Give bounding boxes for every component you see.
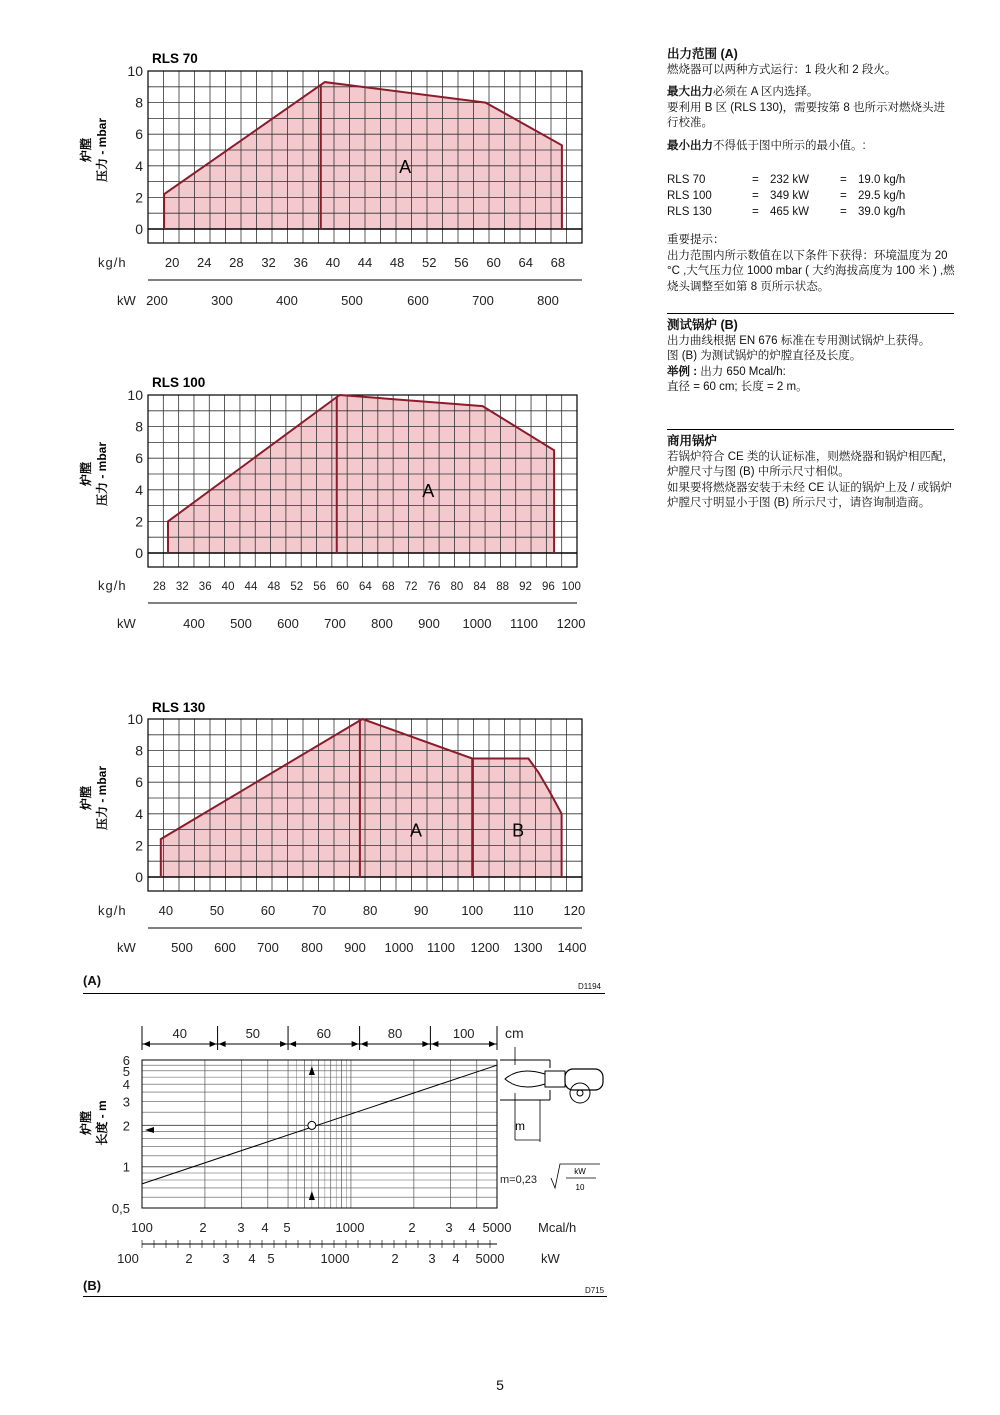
x-tick-label: 48 (267, 581, 281, 593)
zone-b-text: 要利用 B 区 (RLS 130)，需要按第 8 也所示对燃烧头进行校准。 (667, 101, 945, 129)
chart-title: RLS 100 (152, 375, 206, 390)
cm-tick-label: 50 (245, 1026, 261, 1041)
y-tick-label: 6 (135, 450, 143, 467)
kw-tick-label: 900 (418, 616, 440, 631)
y-tick-label: 2 (122, 1118, 130, 1134)
cm-unit: cm (505, 1025, 524, 1041)
x-tick-label: 76 (427, 581, 441, 593)
y-axis-title-line2: 压力 - mbar (95, 441, 109, 507)
arrow-left-icon (289, 1041, 296, 1047)
x-tick-label: 48 (389, 255, 405, 270)
x-tick-label: 36 (198, 581, 212, 593)
table-cell: 29.5 kg/h (858, 190, 906, 202)
kw-tick-label: 5000 (475, 1251, 505, 1266)
important-note (667, 233, 955, 295)
output-range-title: 出力范围 (A) (667, 47, 738, 61)
table-cell: = (752, 190, 759, 202)
x-tick-label: 40 (221, 581, 235, 593)
x-unit-kw: kW (117, 293, 136, 308)
y-tick-label: 6 (135, 774, 143, 791)
region-label-a: A (399, 156, 412, 177)
kw-tick-label: 1100 (510, 616, 538, 631)
y-axis-title-line2: 长度 - m (95, 1100, 109, 1146)
example-point (308, 1121, 316, 1129)
y-axis-title-line1: 炉膛 (79, 785, 93, 811)
x-tick-label: 40 (325, 255, 341, 270)
formula-denominator: 10 (575, 1183, 585, 1192)
y-tick-label: 10 (127, 711, 143, 727)
table-row (667, 188, 938, 204)
x-tick-label: 4 (261, 1220, 269, 1235)
y-tick-label: 10 (127, 63, 143, 79)
kw-tick-label: 700 (472, 293, 494, 308)
arrow-left-icon (145, 1127, 154, 1133)
kw-tick-label: 700 (324, 616, 346, 631)
y-tick-label: 6 (122, 1053, 130, 1068)
region-label-a: A (422, 480, 435, 501)
y-tick-label: 2 (135, 837, 143, 854)
table-cell: 19.0 kg/h (858, 174, 906, 186)
figure-a-label: (A) (83, 973, 102, 988)
x-tick-label: 52 (290, 581, 304, 593)
kw-tick-label: 1100 (427, 940, 455, 955)
y-tick-label: 10 (127, 387, 143, 403)
commercial-boiler-text1: 若锅炉符合 CE 类的认证标准，则燃烧器和锅炉相匹配，炉膛尺寸与图 (B) 中所示尺寸相似。 (667, 450, 954, 478)
kw-tick-label: 1400 (557, 940, 587, 955)
commercial-boiler-text2: 如果要将燃烧器安装于未经 CE 认证的锅炉上及 / 或锅炉炉膛尺寸明显小于图 (B) 所示尺寸，请咨询制造商。 (667, 481, 952, 509)
cm-tick-label: 40 (172, 1026, 188, 1041)
x-tick-label: 4 (468, 1220, 476, 1235)
section-output-range (667, 47, 955, 154)
x-tick-label: 44 (244, 581, 258, 593)
x-tick-label: 2 (408, 1220, 416, 1235)
x-tick-label: 64 (358, 581, 372, 593)
x-tick-label: 68 (381, 581, 395, 593)
x-tick-label: 2 (199, 1220, 207, 1235)
kw-tick-label: 4 (452, 1251, 460, 1266)
cm-tick-label: 80 (387, 1026, 403, 1041)
x-tick-label: 32 (261, 255, 276, 270)
table-cell: 39.0 kg/h (858, 206, 906, 218)
x-tick-label: 84 (473, 581, 487, 593)
x-tick-label: 5 (283, 1220, 291, 1235)
y-tick-label: 1 (122, 1159, 130, 1175)
min-output-text: 不得低于图中所示的最小值。: (713, 139, 866, 152)
example-text: 出力 650 Mcal/h: (697, 365, 786, 378)
x-tick-label: 56 (313, 581, 326, 593)
kw-tick-label: 800 (371, 616, 393, 631)
output-range-text: 燃烧器可以两种方式运行：1 段火和 2 段火。 (667, 63, 897, 76)
table-cell: = (840, 206, 847, 218)
commercial-boiler-title: 商用锅炉 (667, 434, 718, 448)
kw-tick-label: 1000 (384, 940, 414, 955)
arrow-right-icon (489, 1041, 496, 1047)
section-commercial-boiler (667, 434, 955, 512)
cm-tick-label: 60 (316, 1026, 332, 1041)
kw-tick-label: 5 (267, 1251, 275, 1266)
kw-tick-label: 1200 (556, 616, 586, 631)
chart-title: RLS 70 (152, 51, 198, 66)
page-number: 5 (496, 1377, 504, 1393)
x-tick-label: 100 (461, 903, 484, 918)
table-cell: 349 kW (770, 190, 809, 202)
table-cell: = (840, 190, 847, 202)
burner-fan (570, 1083, 590, 1103)
formula-text: m=0,23 (500, 1174, 537, 1186)
x-tick-label: 60 (260, 903, 276, 918)
y-tick-label: 8 (135, 94, 143, 111)
max-output-text: 必须在 A 区内选择。 (713, 86, 819, 98)
kw-tick-label: 400 (276, 293, 298, 308)
table-cell: RLS 70 (667, 174, 706, 186)
y-axis-title-line1: 炉膛 (79, 461, 93, 487)
x-tick-label: 96 (542, 581, 555, 593)
x-tick-label: 92 (519, 581, 532, 593)
max-output-label: 最大出力 (667, 86, 713, 98)
y-axis-title-line1: 炉膛 (79, 137, 93, 163)
figure-a-code: D1194 (578, 982, 601, 991)
arrow-up-icon (309, 1191, 315, 1200)
example-result: 直径 = 60 cm; 长度 = 2 m。 (667, 381, 808, 393)
x-unit-mcal: Mcal/h (538, 1220, 577, 1235)
y-tick-label: 8 (135, 418, 143, 435)
plot-frame (142, 1060, 497, 1208)
burner-drawing-icon (500, 1047, 603, 1142)
kw-tick-label: 400 (183, 616, 205, 631)
x-tick-label: 32 (175, 581, 189, 593)
test-boiler-text1: 出力曲线根据 EN 676 标准在专用测试锅炉上获得。 (667, 334, 931, 347)
x-unit-kw: kW (117, 940, 136, 955)
test-boiler-text2: 图 (B) 为测试锅炉的炉膛直径及长度。 (667, 350, 862, 362)
arrow-right-icon (280, 1041, 287, 1047)
table-cell: RLS 130 (667, 206, 712, 218)
divider (667, 429, 954, 430)
x-tick-label: 70 (311, 903, 327, 918)
kw-tick-label: 1000 (462, 616, 492, 631)
y-axis-title-line2: 压力 - mbar (95, 117, 109, 183)
figure-b-label: (B) (83, 1278, 102, 1293)
cm-tick-label: 100 (452, 1026, 475, 1041)
figure-b-code: D715 (585, 1286, 605, 1295)
table-cell: = (752, 174, 759, 186)
y-tick-label: 2 (135, 513, 143, 530)
chart-title: RLS 130 (152, 700, 206, 715)
x-tick-label: 36 (293, 255, 308, 270)
x-tick-label: 60 (486, 255, 501, 270)
table-cell: = (752, 206, 759, 218)
kw-tick-label: 300 (211, 293, 233, 308)
x-tick-label: 40 (158, 903, 174, 918)
x-tick-label: 68 (550, 255, 566, 270)
x-unit-kw: kW (117, 616, 136, 631)
kw-tick-label: 900 (344, 940, 366, 955)
x-tick-label: 44 (357, 255, 373, 270)
arrow-right-icon (352, 1041, 359, 1047)
x-tick-label: 90 (413, 903, 429, 918)
divider (667, 313, 954, 314)
kw-tick-label: 1300 (513, 940, 543, 955)
x-unit-kgh: kg/h (98, 578, 127, 593)
arrow-left-icon (219, 1041, 226, 1047)
chart-furnace-length (78, 1025, 603, 1266)
min-output-label: 最小出力 (667, 139, 713, 152)
x-tick-label: 24 (197, 255, 212, 270)
table-cell: 465 kW (770, 206, 809, 218)
test-boiler-title: 测试锅炉 (B) (667, 318, 738, 332)
y-tick-label: 5 (122, 1063, 130, 1079)
table-row (667, 172, 938, 188)
y-tick-label: 4 (135, 157, 143, 174)
section-test-boiler (667, 318, 955, 396)
formula-numerator: kW (574, 1167, 586, 1176)
x-unit-kw: kW (541, 1251, 560, 1266)
x-unit-kgh: kg/h (98, 903, 127, 918)
x-tick-label: 88 (496, 581, 510, 593)
arrow-left-icon (431, 1041, 438, 1047)
y-tick-label: 2 (135, 189, 143, 206)
arrow-left-icon (143, 1041, 150, 1047)
x-tick-label: 20 (164, 255, 180, 270)
example-label: 举例 : (667, 365, 698, 378)
flame-icon (505, 1071, 545, 1087)
x-tick-label: 56 (454, 255, 469, 270)
y-tick-label: 6 (135, 126, 143, 143)
x-tick-label: 50 (209, 903, 225, 918)
kw-tick-label: 600 (407, 293, 429, 308)
region-label-b: B (512, 820, 525, 841)
y-tick-label: 0 (135, 545, 143, 561)
kw-tick-label: 2 (185, 1251, 193, 1266)
x-tick-label: 3 (445, 1220, 453, 1235)
y-axis-title-line2: 压力 - mbar (95, 765, 109, 831)
x-tick-label: 28 (153, 581, 166, 593)
y-axis-title-line1: 炉膛 (79, 1110, 93, 1136)
y-tick-label: 4 (135, 805, 143, 822)
kw-tick-label: 1000 (320, 1251, 350, 1266)
y-tick-label: 0 (135, 869, 143, 885)
table-cell: = (840, 174, 847, 186)
kw-tick-label: 2 (391, 1251, 399, 1266)
kw-tick-label: 800 (537, 293, 559, 308)
kw-tick-label: 200 (146, 293, 168, 308)
y-tick-label: 4 (122, 1077, 130, 1093)
arrow-right-icon (210, 1041, 217, 1047)
note-title: 重要提示： (667, 234, 725, 246)
x-tick-label: 64 (518, 255, 533, 270)
kw-tick-label: 600 (214, 940, 236, 955)
x-tick-label: 80 (362, 903, 378, 918)
burner-head (545, 1071, 565, 1087)
kw-tick-label: 500 (230, 616, 252, 631)
table-cell: RLS 100 (667, 190, 712, 202)
kw-tick-label: 600 (277, 616, 299, 631)
kw-tick-label: 500 (171, 940, 193, 955)
x-tick-label: 28 (229, 255, 244, 270)
x-tick-label: 110 (512, 903, 534, 918)
min-output-table (667, 172, 938, 220)
kw-tick-label: 3 (222, 1251, 230, 1266)
figure-a-rule (83, 993, 605, 994)
x-tick-label: 52 (422, 255, 437, 270)
table-cell: 232 kW (770, 174, 809, 186)
burner-body (565, 1069, 603, 1090)
kw-tick-label: 100 (117, 1251, 139, 1266)
x-tick-label: 3 (237, 1220, 245, 1235)
x-unit-kgh: kg/h (98, 255, 127, 270)
x-tick-label: 120 (563, 903, 586, 918)
y-tick-label: 3 (122, 1094, 130, 1110)
y-tick-label: 0 (135, 221, 143, 237)
x-tick-label: 100 (131, 1220, 153, 1235)
y-tick-label: 0,5 (111, 1201, 130, 1216)
kw-tick-label: 4 (248, 1251, 256, 1266)
burner-fan-hub (577, 1090, 583, 1096)
y-tick-label: 4 (135, 481, 143, 498)
kw-tick-label: 1200 (470, 940, 500, 955)
arrow-right-icon (422, 1041, 429, 1047)
x-tick-label: 1000 (335, 1220, 365, 1235)
x-tick-label: 100 (561, 581, 581, 593)
y-tick-label: 8 (135, 742, 143, 759)
arrow-up-icon (309, 1066, 315, 1075)
x-tick-label: 72 (404, 581, 418, 593)
x-tick-label: 80 (450, 581, 464, 593)
kw-tick-label: 700 (257, 940, 279, 955)
figure-b-rule (83, 1296, 607, 1297)
region-label-a: A (410, 820, 423, 841)
x-tick-label: 60 (336, 581, 349, 593)
kw-tick-label: 3 (428, 1251, 436, 1266)
length-line (142, 1065, 497, 1184)
kw-tick-label: 800 (301, 940, 323, 955)
x-tick-label: 5000 (482, 1220, 512, 1235)
table-row (667, 204, 938, 220)
kw-tick-label: 500 (341, 293, 363, 308)
arrow-left-icon (361, 1041, 368, 1047)
note-text: 出力范围内所示数值在以下条件下获得：环境温度为 20 °C ,大气压力位 1000 mbar ( 大约海拔高度为 100 米 ) ,燃烧头调整至如第 8 页所示状态。 (667, 249, 955, 293)
m-label: m (515, 1119, 525, 1133)
